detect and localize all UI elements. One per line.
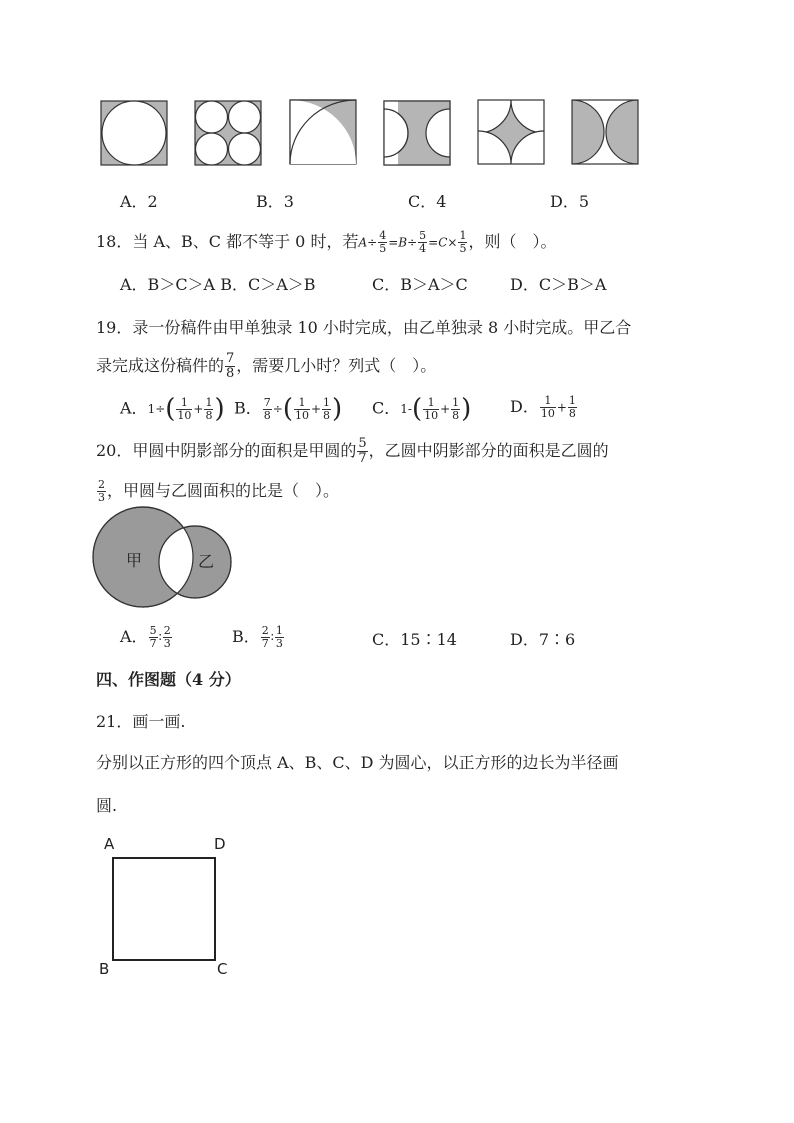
- q18-stem: [96, 229, 556, 255]
- q18-suffix: ，则（ ）。: [468, 232, 557, 251]
- figure-four-circles: [195, 101, 261, 165]
- q21-instruction-line1: 分别以正方形的四个顶点 A、B、C、D 为圆心，以正方形的边长为半径画: [96, 753, 619, 772]
- vertex-b-label: B: [99, 960, 110, 978]
- q20-option-b[interactable]: B． $\frac{2}{7}$ ∶ $\frac{1}{3}$: [232, 624, 283, 650]
- q21-instruction-line2: 圆.: [96, 796, 118, 815]
- q21-title: 21．画一画.: [96, 712, 186, 731]
- q17-option-a[interactable]: A．2: [120, 192, 158, 211]
- q18-option-d[interactable]: D．C＞B＞A: [510, 275, 607, 294]
- q20-overlapping-circles: [90, 505, 240, 615]
- q17-option-b[interactable]: B．3: [256, 192, 294, 211]
- vertex-a-label: A: [104, 835, 115, 853]
- q21-square-diagram: [96, 830, 246, 980]
- vertex-c-label: C: [217, 960, 228, 978]
- vertex-d-label: D: [214, 835, 226, 853]
- label-jia: 甲: [126, 551, 143, 570]
- q18-option-c[interactable]: C．B＞A＞C: [372, 275, 468, 294]
- section-heading: 四、作图题（4 分）: [96, 670, 241, 689]
- q20-option-a[interactable]: A． $\frac{5}{7}$ ∶ $\frac{2}{3}$: [120, 624, 171, 650]
- q19-option-b[interactable]: B． $\frac{7}{8}$ ÷( $\frac{1}{10}$ + $\frac{1}{8}$ ): [234, 394, 343, 424]
- figure-star-quarter-circles: [445, 95, 577, 170]
- q18-equation: A÷ $\frac{4}{5}$ =B÷ $\frac{5}{4}$ =C× $\frac{1}{5}$: [358, 229, 467, 255]
- q19-option-c[interactable]: C．1-( $\frac{1}{10}$ + $\frac{1}{8}$ ): [372, 394, 472, 424]
- q19-option-d[interactable]: D． $\frac{1}{10}$ + $\frac{1}{8}$: [510, 394, 576, 420]
- q20-line1: 20．甲圆中阴影部分的面积是甲圆的 $\frac{5}{7}$ ，乙圆中阴影部分的面积是乙圆的: [96, 436, 609, 466]
- q20-option-c[interactable]: C．15∶14: [372, 630, 457, 649]
- figure-circle-in-square: [101, 101, 167, 165]
- figure-two-semicircles: [360, 101, 474, 165]
- q19-line2: 录完成这份稿件的 $\frac{7}{8}$ ，需要几小时？列式（ ）。: [96, 351, 437, 381]
- q17-option-d[interactable]: D．5: [550, 192, 590, 211]
- figure-quarter-circle: [290, 100, 356, 164]
- figure-concave-sides: [540, 100, 655, 164]
- q17-option-c[interactable]: C．4: [408, 192, 447, 211]
- square: [113, 858, 215, 960]
- q19-option-a[interactable]: A．1÷( $\frac{1}{10}$ + $\frac{1}{8}$ ): [120, 394, 225, 424]
- q20-option-d[interactable]: D．7∶6: [510, 630, 576, 649]
- q18-prefix: 18．当 A、B、C 都不等于 0 时，若: [96, 232, 359, 251]
- q18-option-ab[interactable]: A．B＞C＞A B．C＞A＞B: [120, 275, 316, 294]
- label-yi: 乙: [198, 552, 215, 571]
- q17-figures: [95, 95, 655, 170]
- q20-line2: $\frac{2}{3}$ ，甲圆与乙圆面积的比是（ ）。: [98, 478, 340, 504]
- q19-line1: 19．录一份稿件由甲单独录 10 小时完成，由乙单独录 8 小时完成。甲乙合: [96, 318, 632, 337]
